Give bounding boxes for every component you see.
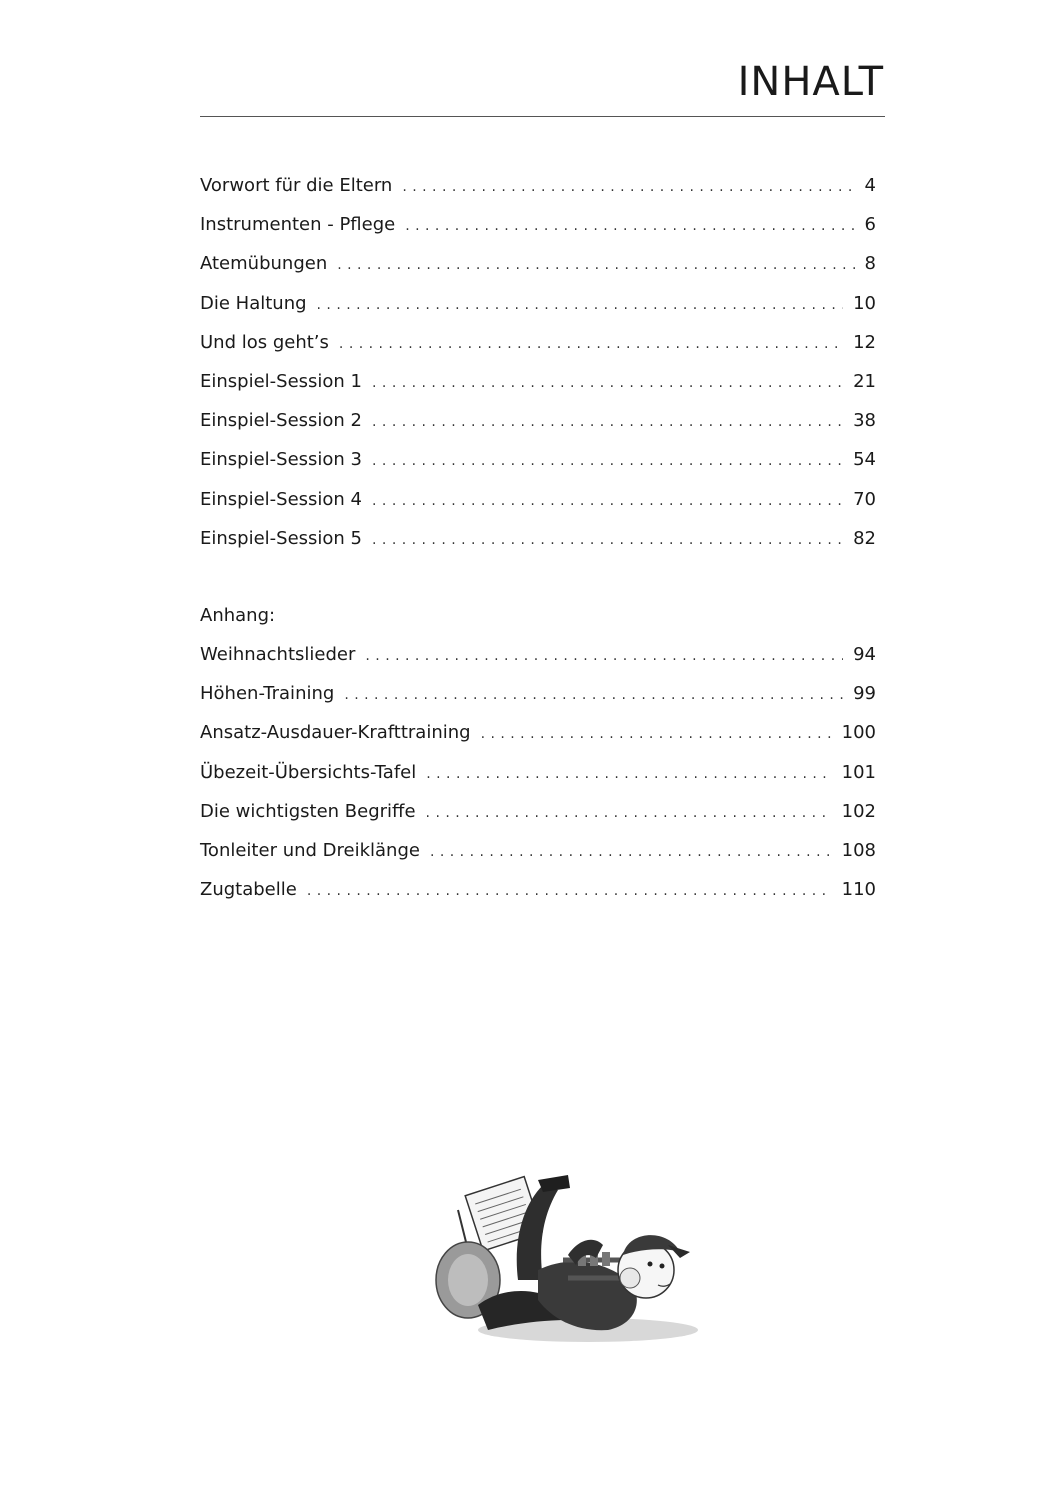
toc-entry[interactable]	[200, 879, 876, 918]
table-of-contents	[200, 175, 876, 918]
toc-entry-page: 108	[841, 840, 876, 861]
toc-entry-label: Weihnachtslieder	[200, 644, 356, 666]
toc-leader-dots	[372, 453, 843, 469]
toc-entry-page: 101	[841, 761, 876, 783]
toc-entry-page: 12	[853, 331, 876, 353]
appendix-heading: Anhang:	[200, 604, 276, 626]
toc-leader-dots	[337, 257, 854, 273]
toc-entry[interactable]	[200, 644, 876, 683]
toc-leader-dots	[405, 218, 854, 234]
toc-entry[interactable]	[200, 175, 876, 214]
toc-entry[interactable]	[200, 840, 876, 879]
toc-entry[interactable]	[200, 332, 876, 371]
toc-entry-page: 110	[841, 879, 876, 901]
toc-entry-label: Einspiel-Session 5	[200, 527, 363, 549]
toc-entry-label: Instrumenten - Pflege	[200, 214, 396, 236]
toc-leader-dots	[344, 687, 843, 703]
toc-entry-page: 94	[853, 644, 876, 666]
toc-entry-label: Einspiel-Session 1	[200, 370, 363, 392]
toc-entry-page: 10	[853, 292, 876, 314]
toc-entry-label: Die Haltung	[200, 292, 307, 314]
toc-leader-dots	[430, 844, 832, 860]
toc-entry-label: Tonleiter und Dreiklänge	[200, 840, 420, 861]
toc-entry-label: Die wichtigsten Begriffe	[200, 800, 416, 822]
toc-leader-dots	[365, 648, 843, 664]
toc-entry-label: Übezeit-Übersichts-Tafel	[200, 761, 417, 783]
toc-entry-page: 6	[864, 214, 876, 236]
toc-entry[interactable]	[200, 371, 876, 410]
toc-leader-dots	[317, 297, 844, 313]
toc-entry-label: Einspiel-Session 4	[200, 488, 363, 510]
toc-entry[interactable]	[200, 489, 876, 528]
toc-leader-dots	[372, 375, 843, 391]
toc-entry-label: Einspiel-Session 2	[200, 410, 363, 432]
toc-entry[interactable]	[200, 449, 876, 488]
toc-entry-page: 102	[841, 800, 876, 822]
toc-entry-label: Vorwort für die Eltern	[200, 175, 393, 196]
toc-leader-dots	[481, 726, 832, 742]
toc-entry[interactable]	[200, 528, 876, 567]
toc-entry-label: Einspiel-Session 3	[200, 449, 363, 471]
toc-entry-page: 70	[853, 488, 876, 510]
toc-entry-page: 21	[853, 370, 876, 392]
toc-entry-page: 54	[853, 449, 876, 471]
toc-entry-page: 82	[853, 527, 876, 549]
toc-leader-dots	[339, 336, 843, 352]
toc-leader-dots	[426, 766, 831, 782]
toc-entry-label: Ansatz-Ausdauer-Krafttraining	[200, 722, 471, 744]
toc-entry-page: 38	[853, 410, 876, 432]
toc-entry[interactable]	[200, 214, 876, 253]
toc-entry[interactable]	[200, 762, 876, 801]
trumpet-player-illustration	[418, 1160, 708, 1360]
toc-entry[interactable]	[200, 683, 876, 722]
toc-entry[interactable]	[200, 801, 876, 840]
toc-entry[interactable]	[200, 293, 876, 332]
toc-leader-dots	[307, 883, 832, 899]
toc-entry-page: 8	[864, 253, 876, 275]
title-divider	[200, 116, 885, 117]
toc-entry-label: Höhen-Training	[200, 683, 335, 705]
toc-entry[interactable]	[200, 722, 876, 761]
toc-leader-dots	[372, 532, 843, 548]
toc-leader-dots	[426, 805, 832, 821]
toc-leader-dots	[372, 414, 843, 430]
toc-entry[interactable]	[200, 253, 876, 292]
toc-entry-label: Atemübungen	[200, 253, 328, 275]
toc-entry[interactable]	[200, 410, 876, 449]
toc-entry-label: Zugtabelle	[200, 879, 297, 901]
toc-entry-page: 4	[864, 175, 876, 196]
toc-entry-page: 100	[841, 722, 876, 744]
toc-entry-page: 99	[853, 683, 876, 705]
toc-leader-dots	[372, 493, 843, 509]
page-title: INHALT	[737, 59, 884, 105]
toc-leader-dots	[402, 179, 854, 195]
toc-entry-label: Und los geht’s	[200, 331, 329, 353]
